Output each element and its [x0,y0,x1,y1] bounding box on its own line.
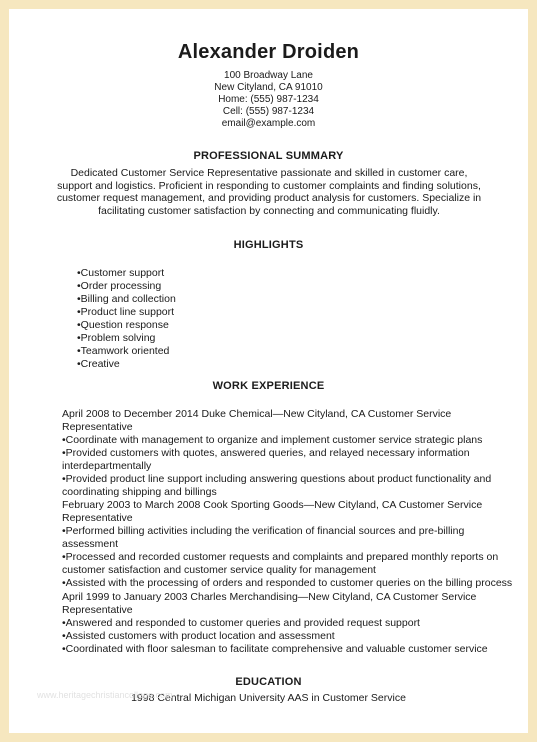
watermark-text: www.heritagechristiancollege.com [37,690,173,700]
summary-text: Dedicated Customer Service Representative passionate and skilled in customer care, support and logistics. Proficient in responding to customer complaints and finding solutions, customer request management, and providing product analysis for customers. Specialize in facilitating customer satisfaction by connecting and communicating fluidly. [56,167,482,217]
highlight-item: •Product line support [77,306,175,318]
job-bullet: •Coordinated with floor salesman to facilitate comprehensive and valuable customer service [62,643,488,655]
email: email@example.com [221,118,316,129]
job-bullet: •Assisted customers with product location and assessment [62,630,335,642]
job-entry [62,499,522,590]
highlight-item: •Question response [77,319,169,331]
job-bullet: •Assisted with the processing of orders and responded to customer queries on the billing process [62,577,513,589]
cell-phone: Cell: (555) 987-1234 [222,106,315,117]
home-phone: Home: (555) 987-1234 [218,94,319,105]
education-heading: EDUCATION [235,676,302,688]
job-bullet: •Answered and responded to customer queries and provided request support [62,617,420,629]
contact-block [9,70,528,130]
address-line: 100 Broadway Lane [224,70,313,81]
highlight-item: •Billing and collection [77,293,176,305]
job-bullet: •Provided customers with quotes, answered queries, and relayed necessary information interdepartmentally [62,447,470,472]
summary-heading: PROFESSIONAL SUMMARY [193,150,344,162]
highlight-item: •Problem solving [77,332,156,344]
job-title: April 1999 to January 2003 Charles Merchandising—New Cityland, CA Customer Service Representative [62,591,477,616]
job-bullet: •Provided product line support including answering questions about product functionality and coordinating shipping and billings [62,473,492,498]
job-entry [62,408,522,499]
resume-page [9,9,528,733]
highlights-heading: HIGHLIGHTS [233,239,304,251]
job-bullet: •Coordinate with management to organize and implement customer service strategic plans [62,434,483,446]
city-line: New Cityland, CA 91010 [214,82,323,93]
job-bullet: •Processed and recorded customer requests and complaints and prepared monthly reports on customer satisfaction and customer service quality for management [62,551,499,576]
highlights-list [77,267,176,371]
job-entry [62,591,522,656]
experience-heading: WORK EXPERIENCE [212,380,325,392]
highlight-item: •Teamwork oriented [77,345,170,357]
job-bullet: •Performed billing activities including the verification of financial sources and pre-billing assessment [62,525,465,550]
job-title: April 2008 to December 2014 Duke Chemical—New Cityland, CA Customer Service Representative [62,408,452,433]
highlight-item: •Creative [77,358,120,370]
highlight-item: •Order processing [77,280,162,292]
highlight-item: •Customer support [77,267,165,279]
candidate-name: Alexander Droiden [177,41,360,63]
education-entry: 1998 Central Michigan University AAS in Customer Service [131,692,406,704]
job-title: February 2003 to March 2008 Cook Sporting Goods—New Cityland, CA Customer Service Representative [62,499,483,524]
